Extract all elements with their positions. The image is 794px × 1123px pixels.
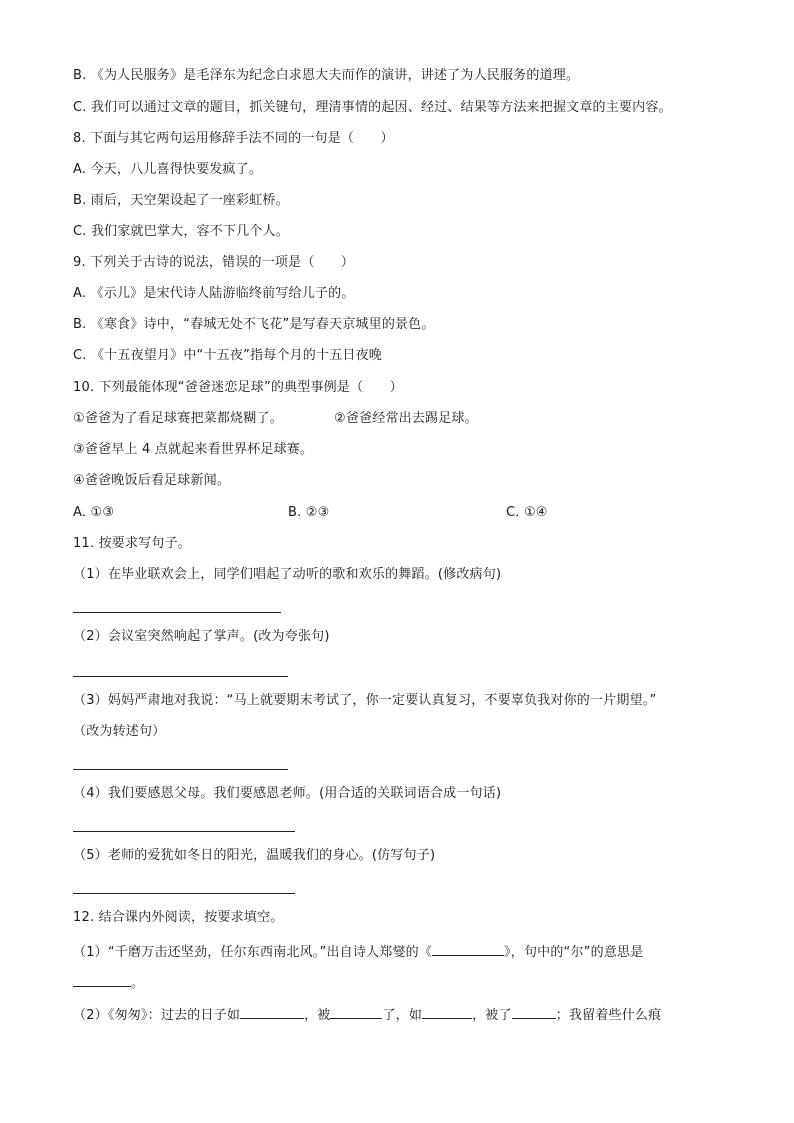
q7-option-c: C. 我们可以通过文章的题目，抓关键句，理清事情的起因、经过、结果等方法来把握文章的主要内容。 <box>73 100 672 115</box>
q11-answer-line-5[interactable] <box>73 893 295 894</box>
q12-sub-2-text-e: ；我留着些什么痕 <box>555 1008 662 1023</box>
q12-sub-1 <box>73 941 643 962</box>
q10-item-4: ④爸爸晚饭后看足球新闻。 <box>73 473 231 488</box>
q12-sub-1-text-a: （1）“千磨万击还坚劲，任尔东西南北风。”出自诗人郑燮的《 <box>73 945 433 960</box>
q12-blank-1[interactable] <box>240 1004 304 1019</box>
q8-option-a: A. 今天，八儿喜得快要发疯了。 <box>73 162 263 177</box>
q12-blank-3[interactable] <box>422 1004 472 1019</box>
q10-option-c: C. ①④ <box>506 505 548 520</box>
q11-answer-line-4[interactable] <box>73 831 295 832</box>
q11-answer-line-3[interactable] <box>73 769 288 770</box>
q12-sub-2-text-c: 了，如 <box>382 1008 423 1023</box>
q10-item-1: ①爸爸为了看足球赛把菜都烧糊了。 <box>73 411 283 426</box>
q11-sub-3-note: （改为转述句） <box>73 724 166 739</box>
q12-blank-er-meaning[interactable] <box>73 972 131 987</box>
q9-option-c: C. 《十五夜望月》中“十五夜”指每个月的十五日夜晚 <box>73 348 383 363</box>
q9-stem: 9. 下列关于古诗的说法，错误的一项是（ ） <box>73 255 355 270</box>
q11-answer-line-2[interactable] <box>73 676 288 677</box>
q12-sub-2-text-b: ，被 <box>304 1008 331 1023</box>
q8-option-c: C. 我们家就巴掌大，容不下几个人。 <box>73 224 289 239</box>
q12-stem: 12. 结合课内外阅读，按要求填空。 <box>73 910 284 925</box>
q10-option-a: A. ①③ <box>73 505 115 520</box>
q11-sub-5: （5）老师的爱犹如冬日的阳光，温暖我们的身心。(仿写句子) <box>73 848 436 863</box>
q12-sub-2-text-d: ，被了 <box>472 1008 512 1023</box>
q12-sub-2-text-a: （2）《匆匆》：过去的日子如 <box>73 1008 241 1023</box>
q11-sub-4: （4）我们要感恩父母。我们要感恩老师。(用合适的关联词语合成一句话) <box>73 786 502 801</box>
q11-stem: 11. 按要求写句子。 <box>73 536 192 551</box>
q11-sub-1: （1）在毕业联欢会上，同学们唱起了动听的歌和欢乐的舞蹈。(修改病句) <box>73 567 502 582</box>
q12-sub-2 <box>73 1004 661 1025</box>
q9-option-b: B. 《寒食》诗中，“春城无处不飞花”是写春天京城里的景色。 <box>73 317 435 332</box>
q12-sub-1-text-b: 》，句中的“尔”的意思是 <box>504 945 644 960</box>
q8-option-b: B. 雨后，天空架设起了一座彩虹桥。 <box>73 193 289 208</box>
q10-stem: 10. 下列最能体现“爸爸迷恋足球”的典型事例是（ ） <box>73 380 403 395</box>
q12-sub-1-end: 。 <box>131 976 145 991</box>
q10-item-3: ③爸爸早上 4 点就起来看世界杯足球赛。 <box>73 442 314 457</box>
q9-option-a: A. 《示儿》是宋代诗人陆游临终前写给儿子的。 <box>73 286 355 301</box>
q12-blank-poem-title[interactable] <box>432 941 504 956</box>
q8-stem: 8. 下面与其它两句运用修辞手法不同的一句是（ ） <box>73 131 394 146</box>
q11-answer-line-1[interactable] <box>73 612 281 613</box>
q12-blank-4[interactable] <box>512 1004 556 1019</box>
q7-option-b: B. 《为人民服务》是毛泽东为纪念白求恩大夫而作的演讲，讲述了为人民服务的道理。 <box>73 68 580 83</box>
q10-item-2: ②爸爸经常出去踢足球。 <box>334 411 478 426</box>
q12-sub-1-cont <box>73 972 144 993</box>
q10-option-b: B. ②③ <box>288 505 330 520</box>
q11-sub-2: （2）会议室突然响起了掌声。(改为夸张句) <box>73 629 330 644</box>
q12-blank-2[interactable] <box>330 1004 382 1019</box>
q11-sub-3: （3）妈妈严肃地对我说：“马上就要期末考试了，你一定要认真复习，不要辜负我对你的一片期望。” <box>73 693 657 708</box>
